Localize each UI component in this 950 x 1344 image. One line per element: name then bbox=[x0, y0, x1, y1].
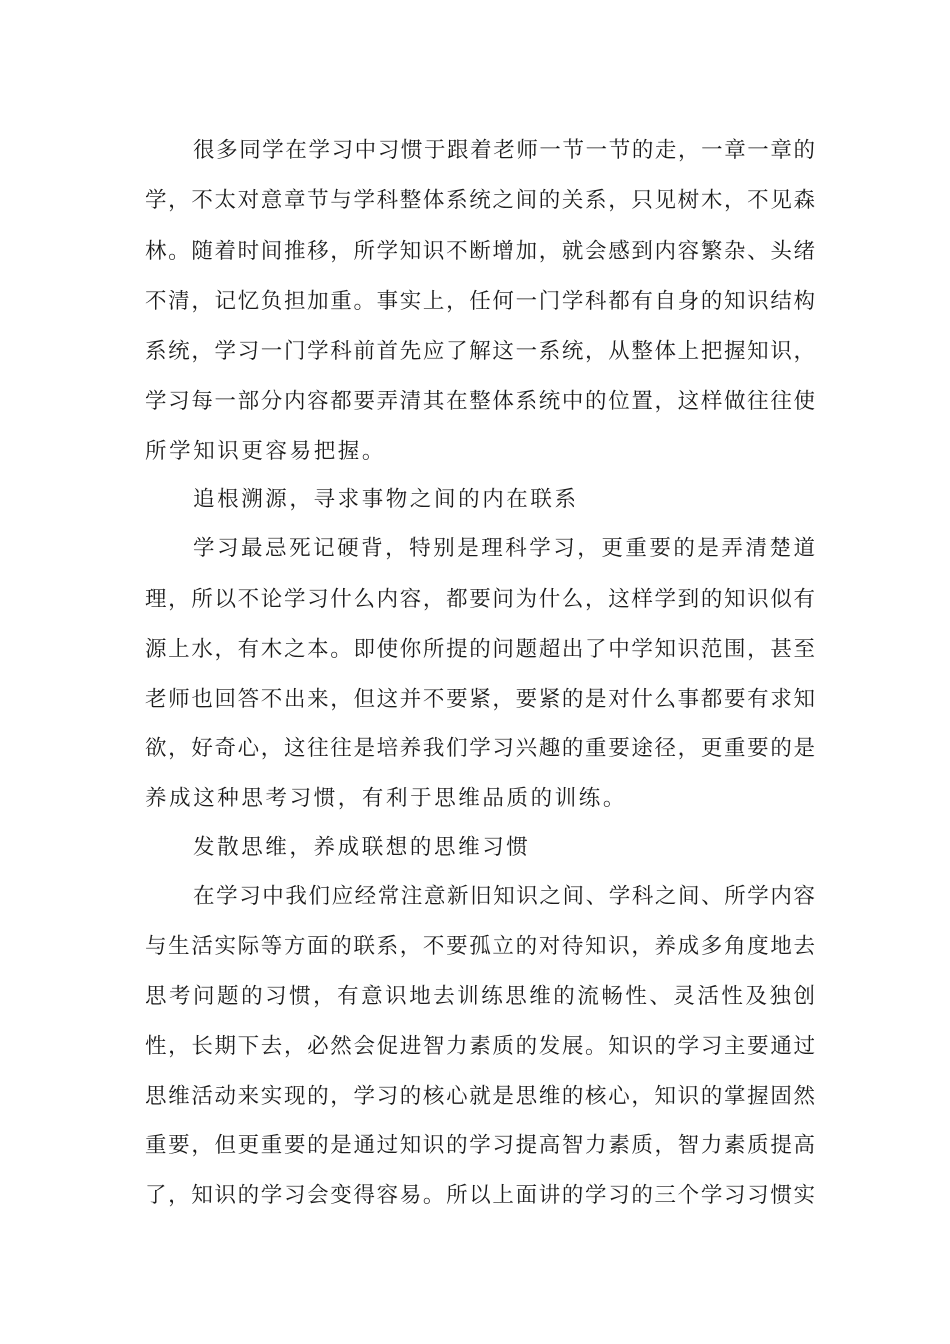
paragraph-2-line-2: 理，所以不论学习什么内容，都要问为什么，这样学到的知识似有 bbox=[145, 587, 815, 612]
paragraph-2-line-4: 老师也回答不出来，但这并不要紧，要紧的是对什么事都要有求知 bbox=[145, 687, 815, 712]
paragraph-1-line-4: 不清，记忆负担加重。事实上，任何一门学科都有自身的知识结构 bbox=[145, 289, 815, 314]
paragraph-1-line-3: 林。随着时间推移，所学知识不断增加，就会感到内容繁杂、头绪 bbox=[145, 239, 815, 264]
paragraph-3-line-7: 了，知识的学习会变得容易。所以上面讲的学习的三个学习习惯实 bbox=[145, 1183, 815, 1208]
paragraph-2-line-1: 学习最忌死记硬背，特别是理科学习，更重要的是弄清楚道 bbox=[193, 536, 815, 561]
paragraph-3-line-2: 与生活实际等方面的联系，不要孤立的对待知识，养成多角度地去 bbox=[145, 934, 815, 959]
paragraph-3-line-1: 在学习中我们应经常注意新旧知识之间、学科之间、所学内容 bbox=[193, 884, 815, 909]
paragraph-1-line-2: 学，不太对意章节与学科整体系统之间的关系，只见树木，不见森 bbox=[145, 188, 815, 213]
paragraph-3-line-3: 思考问题的习惯，有意识地去训练思维的流畅性、灵活性及独创 bbox=[145, 984, 815, 1009]
paragraph-1-line-6: 学习每一部分内容都要弄清其在整体系统中的位置，这样做往往使 bbox=[145, 389, 815, 414]
paragraph-1-line-1: 很多同学在学习中习惯于跟着老师一节一节的走，一章一章的 bbox=[193, 138, 815, 163]
paragraph-1-line-7: 所学知识更容易把握。 bbox=[145, 439, 387, 464]
paragraph-2-line-5: 欲，好奇心，这往往是培养我们学习兴趣的重要途径，更重要的是 bbox=[145, 736, 815, 761]
section-heading-1: 追根溯源，寻求事物之间的内在联系 bbox=[193, 487, 579, 512]
paragraph-2-line-3: 源上水，有木之本。即使你所提的问题超出了中学知识范围，甚至 bbox=[145, 637, 815, 662]
paragraph-1-line-5: 系统，学习一门学科前首先应了解这一系统，从整体上把握知识， bbox=[145, 339, 815, 364]
paragraph-3-line-6: 重要，但更重要的是通过知识的学习提高智力素质，智力素质提高 bbox=[145, 1133, 815, 1158]
paragraph-3-line-4: 性，长期下去，必然会促进智力素质的发展。知识的学习主要通过 bbox=[145, 1034, 815, 1059]
paragraph-2-line-6: 养成这种思考习惯，有利于思维品质的训练。 bbox=[145, 786, 628, 811]
section-heading-2: 发散思维，养成联想的思维习惯 bbox=[193, 835, 531, 860]
paragraph-3-line-5: 思维活动来实现的，学习的核心就是思维的核心，知识的掌握固然 bbox=[145, 1084, 815, 1109]
